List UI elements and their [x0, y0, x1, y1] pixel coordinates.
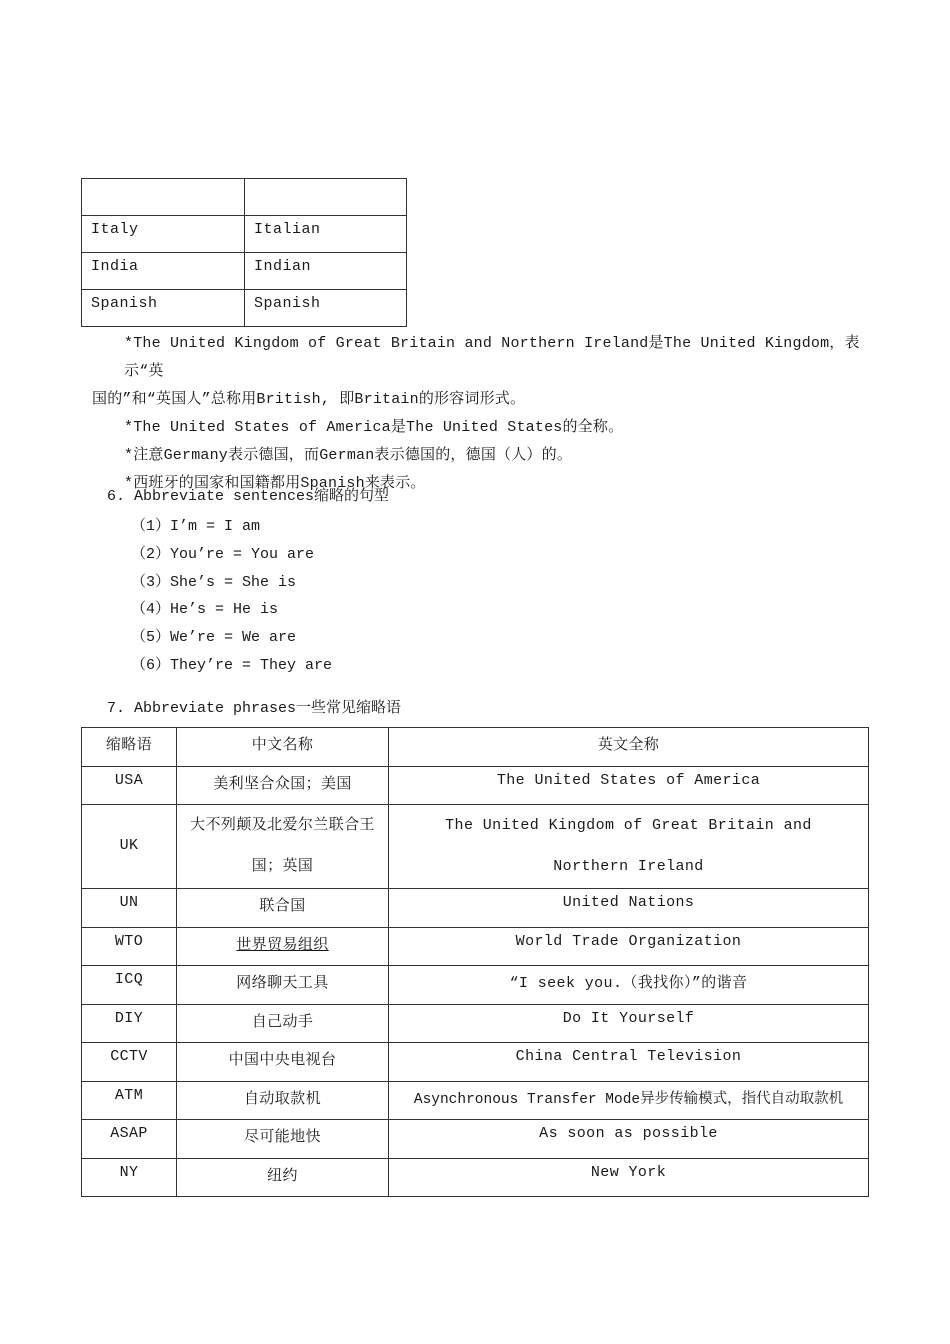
cn-name-cell: 中国中央电视台: [177, 1043, 389, 1082]
cn-name-cell: 自己动手: [177, 1004, 389, 1043]
table-row: [82, 290, 407, 327]
table-row: [82, 1158, 869, 1197]
table-row: [82, 1120, 869, 1159]
table-row: [82, 927, 869, 966]
table-cell: Italy: [82, 216, 245, 253]
notes-block: [92, 330, 862, 498]
en-name-cell: Do It Yourself: [389, 1004, 869, 1043]
table-header-row: [82, 728, 869, 767]
en-name-cell: Asynchronous Transfer Mode异步传输模式，指代自动取款机: [389, 1081, 869, 1120]
cn-name-cell: 自动取款机: [177, 1081, 389, 1120]
list-item: （3）She’s = She is: [131, 573, 297, 591]
table-row: [82, 179, 407, 216]
column-header: 英文全称: [389, 728, 869, 767]
table-row: [82, 1043, 869, 1082]
cn-name-cell: 纽约: [177, 1158, 389, 1197]
en-name-cell: The United States of America: [389, 766, 869, 805]
table-row: [82, 1004, 869, 1043]
note-line: *The United Kingdom of Great Britain and Northern Ireland是The United Kingdom，表示“英: [124, 335, 860, 380]
section-6-title: 6. Abbreviate sentences缩略的句型: [107, 488, 390, 505]
abbr-cell: NY: [82, 1158, 177, 1197]
cn-name-cell: 尽可能地快: [177, 1120, 389, 1159]
cn-name-cell: 网络聊天工具: [177, 966, 389, 1005]
nationality-table: [81, 178, 407, 327]
abbr-cell: DIY: [82, 1004, 177, 1043]
abbr-cell: CCTV: [82, 1043, 177, 1082]
table-row: [82, 1081, 869, 1120]
table-cell: Indian: [245, 253, 407, 290]
abbr-cell: UN: [82, 889, 177, 928]
en-name-cell: United Nations: [389, 889, 869, 928]
table-cell: India: [82, 253, 245, 290]
list-item: （5）We’re = We are: [131, 629, 297, 647]
cn-name-cell: [177, 927, 389, 966]
table-cell: Italian: [245, 216, 407, 253]
table-cell: Spanish: [245, 290, 407, 327]
note-line: *The United States of America是The United States的全称。: [124, 419, 624, 436]
list-item: （6）They’re = They are: [131, 656, 333, 674]
cn-name-cell: 联合国: [177, 889, 389, 928]
table-cell: [82, 179, 245, 216]
table-row: [82, 889, 869, 928]
en-name-cell: “I seek you.（我找你）”的谐音: [389, 966, 869, 1005]
cn-name-cell: 美利坚合众国；美国: [177, 766, 389, 805]
table-row: [82, 766, 869, 805]
list-item: （4）He’s = He is: [131, 601, 279, 619]
abbr-cell: ASAP: [82, 1120, 177, 1159]
abbr-cell: ICQ: [82, 966, 177, 1005]
table-row: [82, 805, 869, 889]
list-item: （1）I’m = I am: [131, 518, 261, 535]
column-header: 缩略语: [82, 728, 177, 767]
abbreviation-table: [81, 727, 869, 1197]
abbr-cell: USA: [82, 766, 177, 805]
note-line: *注意Germany表示德国，而German表示德国的，德国（人）的。: [124, 447, 573, 464]
column-header: 中文名称: [177, 728, 389, 767]
table-cell: Spanish: [82, 290, 245, 327]
section-7-title: 7. Abbreviate phrases一些常见缩略语: [107, 700, 402, 717]
table-row: [82, 966, 869, 1005]
note-line: *西班牙的国家和国籍都用Spanish来表示。: [124, 475, 426, 492]
abbr-cell: UK: [82, 805, 177, 889]
table-row: [82, 253, 407, 290]
abbr-cell: WTO: [82, 927, 177, 966]
note-line: 国的”和“英国人”总称用British, 即Britain的形容词形式。: [92, 391, 526, 408]
en-name-cell: As soon as possible: [389, 1120, 869, 1159]
list-item: （2）You’re = You are: [131, 545, 315, 563]
en-name-cell: China Central Television: [389, 1043, 869, 1082]
en-name-cell: New York: [389, 1158, 869, 1197]
table-cell: [245, 179, 407, 216]
section-6: [107, 485, 389, 680]
en-name-cell: World Trade Organization: [389, 927, 869, 966]
cn-name-cell: 大不列颠及北爱尔兰联合王国；英国: [177, 805, 389, 889]
en-name-cell: The United Kingdom of Great Britain and Northern Ireland: [389, 805, 869, 889]
underlined-text: 世界贸易组织: [236, 936, 329, 954]
table-row: [82, 216, 407, 253]
abbr-cell: ATM: [82, 1081, 177, 1120]
